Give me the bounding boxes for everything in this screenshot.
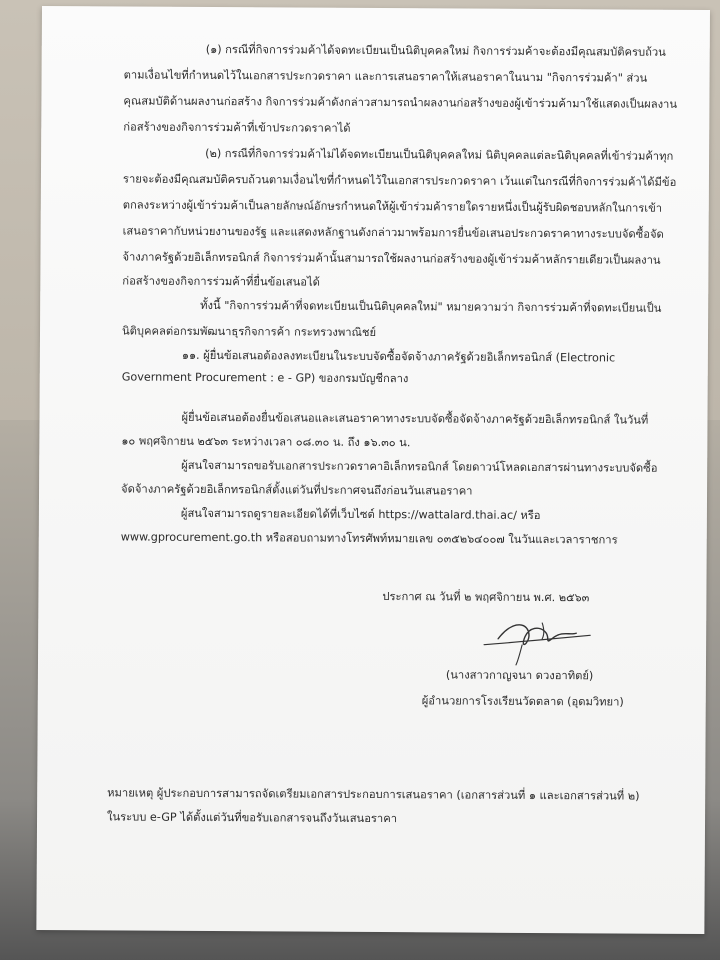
note-line: ในระบบ e-GP ได้ตั้งแต่วันที่ขอรับเอกสารจนถึงวันเสนอราคา — [107, 810, 398, 826]
body-line: ๑๑. ผู้ยื่นข้อเสนอต้องลงทะเบียนในระบบจัดซื้อจัดจ้างภาครัฐด้วยอิเล็กทรอนิกส์ (Electronic — [181, 348, 616, 365]
signer-name: (นางสาวกาญจนา ดวงอาทิตย์) — [445, 668, 594, 683]
body-line: ผู้ยื่นข้อเสนอต้องยื่นข้อเสนอและเสนอราคาทางระบบจัดซื้อจัดจ้างภาครัฐด้วยอิเล็กทรอนิกส์ ในวันที่ — [181, 410, 649, 427]
note-line: หมายเหตุ ผู้ประกอบการสามารถจัดเตรียมเอกสารประกอบการเสนอราคา (เอกสารส่วนที่ ๑ และเอกสารส่วนที่ ๒) — [107, 786, 640, 803]
announcement-date: ประกาศ ณ วันที่ ๒ พฤศจิกายน พ.ศ. ๒๕๖๓ — [382, 590, 590, 605]
body-line: ตามเงื่อนไขที่กำหนดไว้ในเอกสารประกวดราคา และการเสนอราคาให้เสนอราคาในนาม "กิจการร่วมค้า" ส่วน — [123, 68, 648, 85]
document-page — [36, 6, 710, 934]
signature-image — [480, 609, 600, 670]
body-line: ก่อสร้างของกิจการร่วมค้าที่ยื่นข้อเสนอได้ — [122, 274, 320, 289]
body-line: ๑๐ พฤศจิกายน ๒๕๖๓ ระหว่างเวลา ๐๘.๓๐ น. ถึง ๑๖.๓๐ น. — [121, 434, 411, 450]
body-line: รายจะต้องมีคุณสมบัติครบถ้วนตามเงื่อนไขที่กำหนดไว้ในเอกสารประกวดราคา เว้นแต่ในกรณีที่กิจการร่วมค้าได้มีข้อ — [122, 172, 677, 189]
body-line: นิติบุคคลต่อกรมพัฒนาธุรกิจการค้า กระทรวงพาณิชย์ — [121, 324, 377, 340]
body-line: จัดจ้างภาครัฐด้วยอิเล็กทรอนิกส์ตั้งแต่วันที่ประกาศจนถึงก่อนวันเสนอราคา — [121, 482, 473, 498]
body-line: (๑) กรณีที่กิจการร่วมค้าได้จดทะเบียนเป็นนิติบุคคลใหม่ กิจการร่วมค้าจะต้องมีคุณสมบัติครบถ้วน — [205, 42, 666, 59]
body-line: www.gprocurement.go.th หรือสอบถามทางโทรศัพท์หมายเลข ๐๓๕๒๖๔๐๐๗ ในวันและเวลาราชการ — [120, 530, 618, 547]
body-line: จ้างภาครัฐด้วยอิเล็กทรอนิกส์ กิจการร่วมค้านั้นสามารถใช้ผลงานก่อสร้างของผู้เข้าร่วมค้าหลักรายเดียวเป็นผลงาน — [122, 250, 661, 267]
body-line: ผู้สนใจสามารถดูรายละเอียดได้ที่เว็บไซต์ https://wattalard.thai.ac/ หรือ — [180, 506, 541, 523]
body-line: ผู้สนใจสามารถขอรับเอกสารประกวดราคาอิเล็กทรอนิกส์ โดยดาวน์โหลดเอกสารผ่านทางระบบจัดซื้อ — [181, 458, 658, 475]
body-line: Government Procurement : e - GP) ของกรมบัญชีกลาง — [121, 370, 409, 386]
body-line: ตกลงระหว่างผู้เข้าร่วมค้าเป็นลายลักษณ์อักษรกำหนดให้ผู้เข้าร่วมค้ารายใดรายหนึ่งเป็นผู้รับผิดชอบหลักในการเข้า — [122, 198, 663, 215]
body-line: คุณสมบัติด้านผลงานก่อสร้าง กิจการร่วมค้าดังกล่าวสามารถนำผลงานก่อสร้างของผู้เข้าร่วมค้ามาใช้แสดงเป็นผลงาน — [123, 94, 678, 111]
body-line: ทั้งนี้ "กิจการร่วมค้าที่จดทะเบียนเป็นนิติบุคคลใหม่" หมายความว่า กิจการร่วมค้าที่จดทะเบียนเป็น — [200, 298, 662, 315]
signer-position: ผู้อำนวยการโรงเรียนวัดตลาด (อุดมวิทยา) — [421, 694, 624, 709]
body-line: ก่อสร้างของกิจการร่วมค้าที่เข้าประกวดราคาได้ — [123, 120, 351, 135]
body-line: (๒) กรณีที่กิจการร่วมค้าไม่ได้จดทะเบียนเป็นนิติบุคคลใหม่ นิติบุคคลแต่ละนิติบุคคลที่เข้าร่วมค้าทุก — [205, 146, 674, 163]
body-line: เสนอราคากับหน่วยงานของรัฐ และแสดงหลักฐานดังกล่าวมาพร้อมการยื่นข้อเสนอประกวดราคาทางระบบจัดซื้อจัด — [122, 224, 664, 241]
